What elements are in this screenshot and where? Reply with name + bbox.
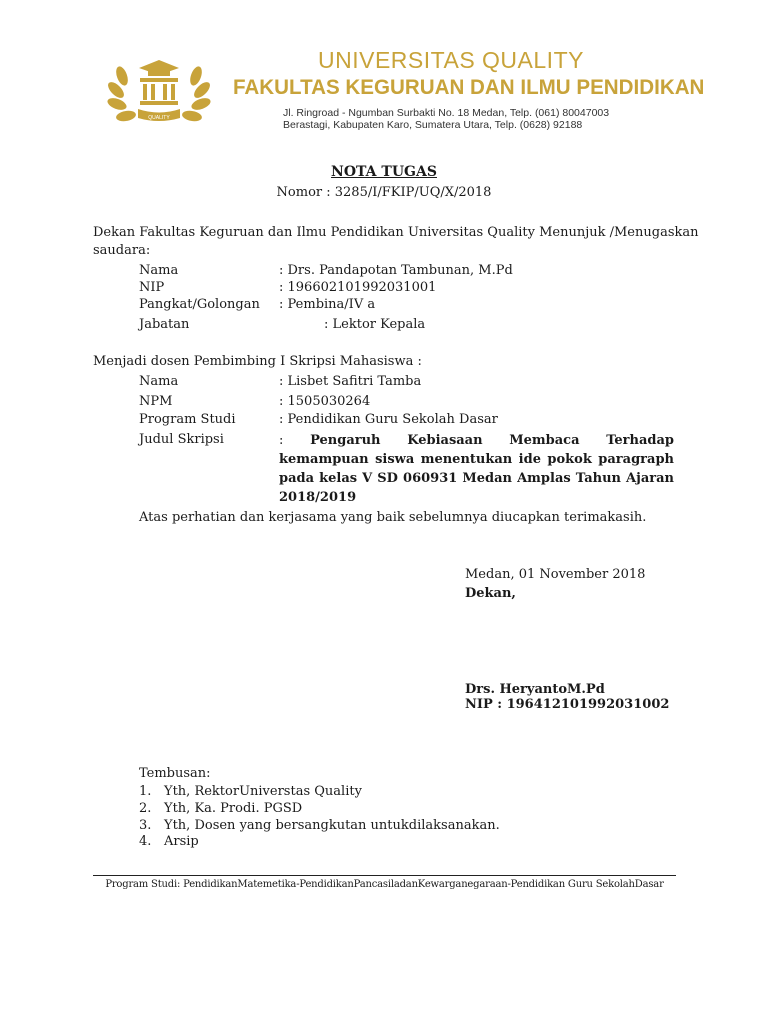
faculty-name: FAKULTAS KEGURUAN DAN ILMU PENDIDIKAN <box>233 76 705 99</box>
footer-text: Program Studi: PendidikanMatemetika-PendidikanPancasiladanKewarganegaraan-Pendidikan Guru SekolahDasar <box>105 879 664 890</box>
lecturer-nip-label: NIP <box>139 280 165 295</box>
thesis-colon: : <box>279 433 284 448</box>
lecturer-jabatan-label: Jabatan <box>139 317 190 332</box>
place-date: Medan, 01 November 2018 <box>465 567 646 582</box>
student-nama-value: : Lisbet Safitri Tamba <box>279 374 422 389</box>
tembusan-item: 1. Yth, RektorUniverstas Quality <box>139 784 362 799</box>
student-judul-label: Judul Skripsi <box>139 432 224 447</box>
university-name: UNIVERSITAS QUALITY <box>318 47 584 73</box>
lecturer-nip-value: : 196602101992031001 <box>279 280 437 295</box>
right-laurel-icon <box>181 65 212 123</box>
assignment-intro: Menjadi dosen Pembimbing I Skripsi Mahasiswa : <box>93 354 422 369</box>
document-number: Nomor : 3285/I/FKIP/UQ/X/2018 <box>276 185 492 200</box>
tembusan-item: 4. Arsip <box>139 834 199 849</box>
svg-text:QUALITY: QUALITY <box>148 115 170 121</box>
lecturer-nama-value: : Drs. Pandapotan Tambunan, M.Pd <box>279 263 513 278</box>
student-npm-value: : 1505030264 <box>279 394 371 409</box>
closing-sentence: Atas perhatian dan kerjasama yang baik sebelumnya diucapkan terimakasih. <box>139 510 647 525</box>
lecturer-pangkat-value: : Pembina/IV a <box>279 297 376 312</box>
footer-divider <box>93 875 676 876</box>
tembusan-label: Tembusan: <box>139 766 211 781</box>
intro-line-2: saudara: <box>93 243 151 258</box>
address-line-2: Berastagi, Kabupaten Karo, Sumatera Utara, Telp. (0628) 92188 <box>283 119 583 131</box>
signatory-nip: NIP : 196412101992031002 <box>465 697 670 712</box>
student-nama-label: Nama <box>139 374 179 389</box>
document-title: NOTA TUGAS <box>331 164 437 180</box>
university-logo <box>104 54 214 132</box>
tembusan-item: 2. Yth, Ka. Prodi. PGSD <box>139 801 303 816</box>
left-laurel-icon <box>105 65 136 123</box>
lecturer-nama-label: Nama <box>139 263 179 278</box>
lecturer-pangkat-label: Pangkat/Golongan <box>139 297 260 312</box>
thesis-title <box>279 431 674 507</box>
student-npm-label: NPM <box>139 394 173 409</box>
intro-line-1: Dekan Fakultas Keguruan dan Ilmu Pendidikan Universitas Quality Menunjuk /Menugaskan <box>93 225 699 240</box>
signatory-name: Drs. HeryantoM.Pd <box>465 682 605 697</box>
student-prodi-value: : Pendidikan Guru Sekolah Dasar <box>279 412 498 427</box>
thesis-title-text: Pengaruh Kebiasaan Membaca Terhadap kemampuan siswa menentukan ide pokok paragraph pada kelas V SD 060931 Medan Amplas Tahun Ajaran 2018/2019 <box>279 433 674 505</box>
tembusan-item: 3. Yth, Dosen yang bersangkutan untukdilaksanakan. <box>139 818 500 833</box>
lecturer-jabatan-value: : Lektor Kepala <box>324 317 426 332</box>
address-line-1: Jl. Ringroad - Ngumban Surbakti No. 18 Medan, Telp. (061) 80047003 <box>283 107 610 119</box>
signatory-role: Dekan, <box>465 586 516 601</box>
student-prodi-label: Program Studi <box>139 412 236 427</box>
